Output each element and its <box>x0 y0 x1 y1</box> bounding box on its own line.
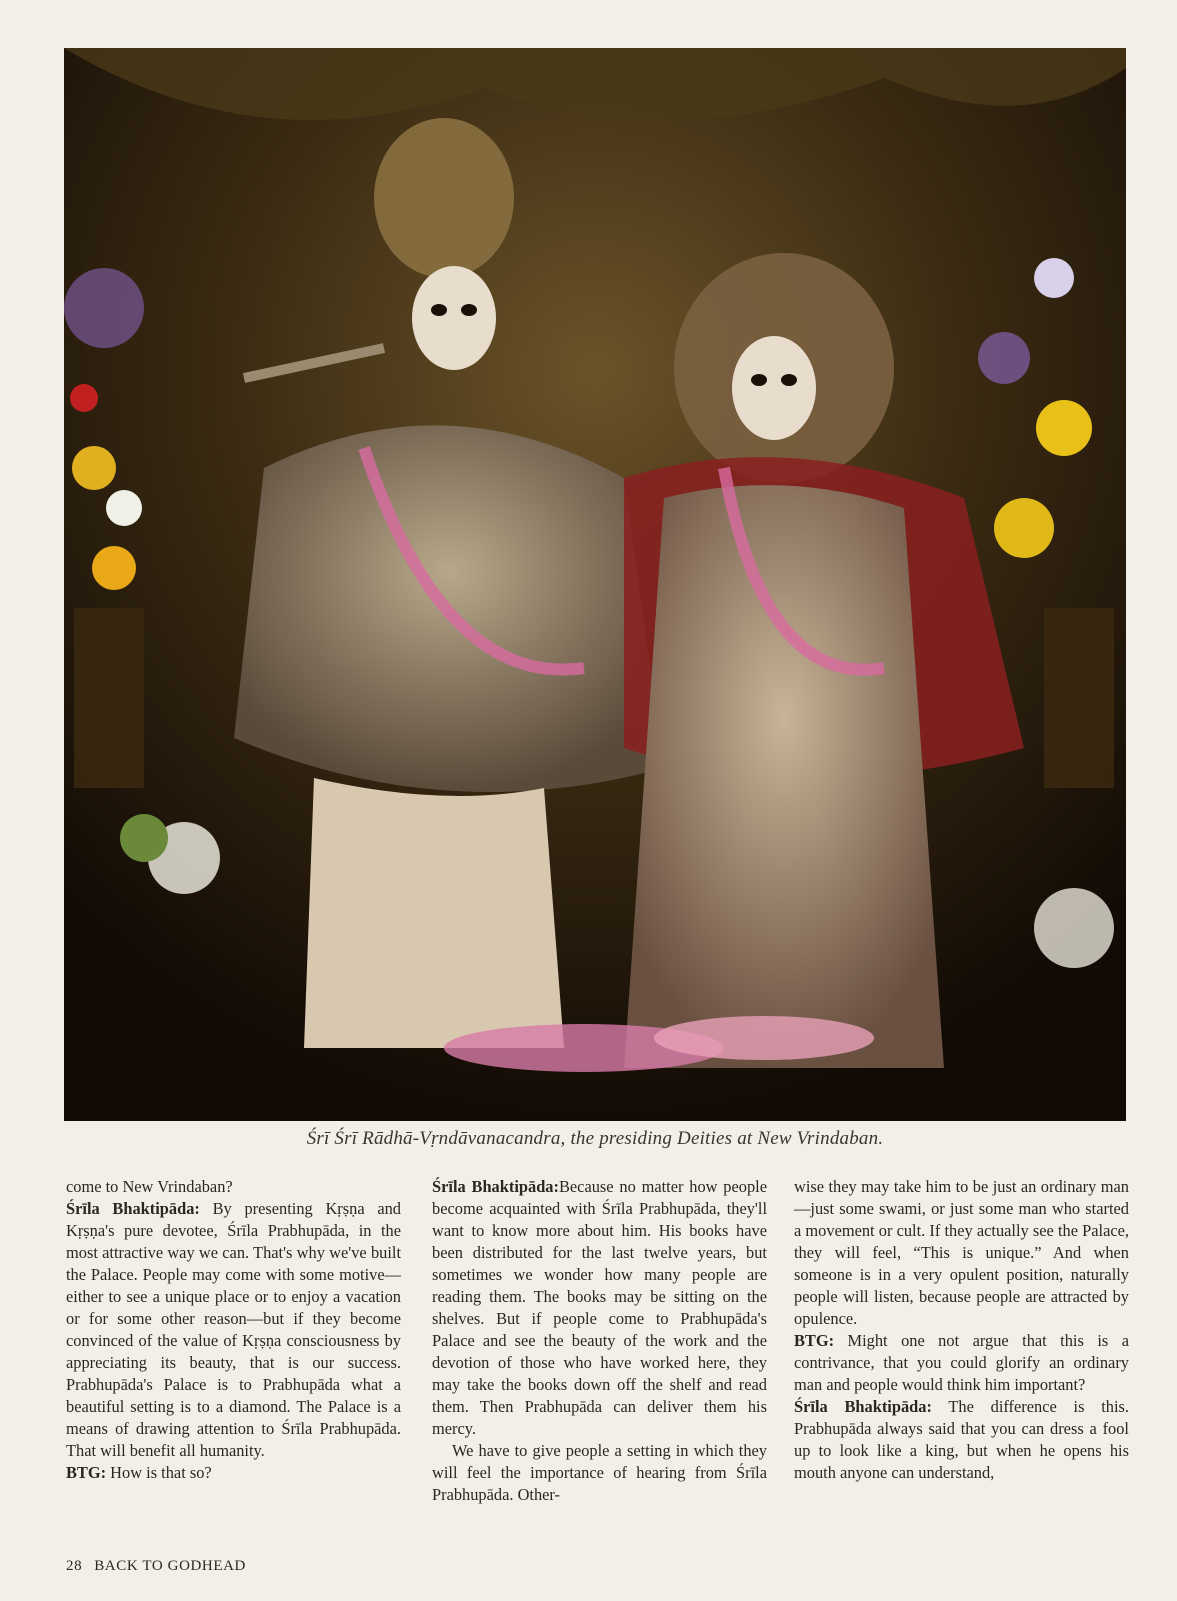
deities-photo-icon <box>64 48 1126 1121</box>
paragraph <box>66 1176 401 1198</box>
paragraph <box>794 1330 1129 1396</box>
paragraph <box>794 1396 1129 1484</box>
page-footer <box>66 1558 246 1575</box>
paragraph-text: How is that so? <box>106 1463 212 1482</box>
paragraph-text: The difference is this. Prabhupāda always said that you can dress a fool up to look like a king, but when he opens his mouth anyone can understand, <box>794 1397 1129 1482</box>
paragraph <box>794 1176 1129 1330</box>
paragraph <box>432 1440 767 1506</box>
paragraph <box>66 1462 401 1484</box>
text-column-1 <box>66 1176 401 1484</box>
text-column-3 <box>794 1176 1129 1484</box>
paragraph-text: wise they may take him to be just an ordinary man—just some swami, or just some man who started a movement or cult. If they actually see the Palace, they will feel, “This is unique.” And when someone is in a very opulent position, naturally people will listen, because people are attracted by opulence. <box>794 1177 1129 1328</box>
speaker-label: BTG: <box>794 1331 835 1350</box>
paragraph-text: By presenting Kṛṣṇa and Kṛṣṇa's pure devotee, Śrīla Prabhupāda, in the most attractive way we can. That's why we've built the Palace. People may come with some motive—either to see a unique place or to enjoy a vacation or for some other reason—but if they become convinced of the value of Kṛṣṇa consciousness by appreciating its beauty, that is our success. Prabhupāda's Palace is to Prabhupāda what a beautiful setting is to a diamond. The Palace is a means of drawing attention to Śrīla Prabhupāda. That will benefit all humanity. <box>66 1199 401 1460</box>
paragraph-text: come to New Vrindaban? <box>66 1177 233 1196</box>
speaker-label: Śrīla Bhaktipāda: <box>432 1177 559 1196</box>
deities-photo <box>64 48 1126 1121</box>
paragraph-text: Because no matter how people become acquainted with Śrīla Prabhupāda, they'll want to know more about him. His books have been distributed for the last twelve years, but sometimes we wonder how many people are reading them. The books may be sitting on the shelves. But if people come to Prabhupāda's Palace and see the beauty of the work and the devotion of those who have worked here, they may take the books down off the shelf and read them. Then Prabhupāda can deliver them his mercy. <box>432 1177 768 1438</box>
paragraph <box>66 1198 401 1462</box>
speaker-label: BTG: <box>66 1463 107 1482</box>
text-column-2 <box>432 1176 767 1506</box>
paragraph-text: Might one not argue that this is a contrivance, that you could glorify an ordinary man and people would think him important? <box>794 1331 1129 1394</box>
speaker-label: Śrīla Bhaktipāda: <box>794 1397 932 1416</box>
publication-name: BACK TO GODHEAD <box>94 1558 246 1574</box>
speaker-label: Śrīla Bhaktipāda: <box>66 1199 200 1218</box>
photo-caption: Śrī Śrī Rādhā-Vṛndāvanacandra, the presiding Deities at New Vrindaban. <box>306 1128 884 1149</box>
page-number: 28 <box>66 1558 83 1574</box>
paragraph-text: We have to give people a setting in which they will feel the importance of hearing from Śrīla Prabhupāda. Other- <box>432 1441 767 1504</box>
paragraph <box>432 1176 767 1440</box>
